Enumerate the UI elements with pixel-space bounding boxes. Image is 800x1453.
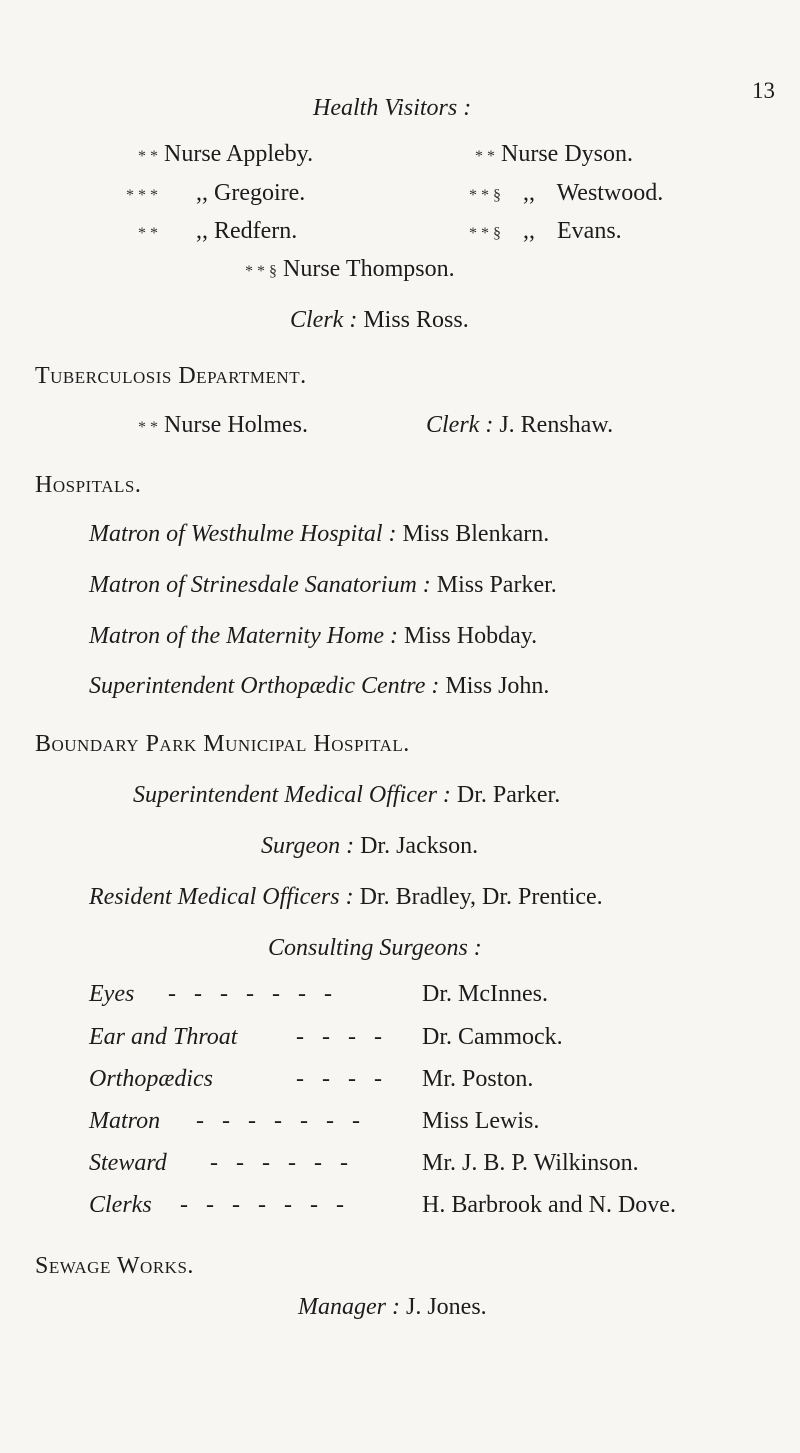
health-visitor-entry bbox=[469, 180, 663, 207]
tuberculosis-heading: Tuberculosis Department. bbox=[35, 363, 307, 389]
visitor-name: Gregoire. bbox=[214, 180, 306, 206]
clerk-name: Miss Ross. bbox=[363, 307, 469, 333]
hospital-person: Miss Blenkarn. bbox=[402, 521, 550, 547]
asterisk-marks: * * § bbox=[469, 187, 501, 204]
visitor-name: Thompson. bbox=[345, 256, 455, 282]
nurse-name: Nurse Holmes. bbox=[164, 412, 308, 438]
hospital-entry bbox=[89, 623, 537, 650]
consulting-surgeons-heading: Consulting Surgeons : bbox=[268, 935, 482, 961]
health-visitor-entry bbox=[469, 218, 622, 245]
visitor-name: Westwood. bbox=[556, 180, 664, 206]
asterisk-marks: * * bbox=[138, 148, 158, 165]
health-visitor-entry bbox=[138, 141, 313, 168]
sewage-manager bbox=[298, 1294, 487, 1321]
ditto-mark: ,, bbox=[523, 180, 535, 206]
officer-role: Superintendent Medical Officer : bbox=[133, 782, 451, 808]
consulting-field: Ear and Throat bbox=[89, 1024, 238, 1050]
visitor-name: Evans. bbox=[557, 218, 622, 244]
consulting-name: Dr. Cammock. bbox=[422, 1024, 563, 1050]
page-number: 13 bbox=[752, 78, 775, 103]
hospital-role: Matron of Westhulme Hospital : bbox=[89, 521, 397, 547]
leader-dots: - - - - - - - bbox=[180, 1192, 350, 1218]
clerk-label: Clerk : bbox=[290, 307, 358, 333]
consulting-row bbox=[89, 1066, 213, 1093]
health-visitor-entry bbox=[138, 218, 297, 245]
leader-dots: - - - - - - bbox=[210, 1150, 354, 1176]
hospital-entry bbox=[89, 521, 549, 548]
hospital-person: Miss Hobday. bbox=[404, 623, 538, 649]
leader-dots: - - - - bbox=[296, 1066, 388, 1092]
consulting-row bbox=[89, 981, 134, 1008]
tuberculosis-nurse bbox=[138, 412, 308, 439]
consulting-name: Mr. J. B. P. Wilkinson. bbox=[422, 1150, 639, 1176]
leader-dots: - - - - - - - bbox=[196, 1108, 366, 1134]
visitor-name: Dyson. bbox=[564, 141, 633, 167]
leader-dots: - - - - bbox=[296, 1024, 388, 1050]
consulting-row bbox=[89, 1192, 152, 1219]
visitor-title: Nurse bbox=[164, 141, 222, 167]
consulting-row bbox=[89, 1024, 237, 1051]
officer-name: Dr. Bradley, Dr. Prentice. bbox=[359, 884, 603, 910]
ditto-mark: ,, bbox=[523, 218, 535, 244]
asterisk-marks: * * * bbox=[126, 187, 158, 204]
clerk-label: Clerk : bbox=[426, 412, 494, 438]
consulting-name: Miss Lewis. bbox=[422, 1108, 540, 1134]
visitor-title: Nurse bbox=[283, 256, 341, 282]
visitor-name: Redfern. bbox=[214, 218, 298, 244]
consulting-name: Mr. Poston. bbox=[422, 1066, 534, 1092]
officer-name: Dr. Jackson. bbox=[360, 833, 479, 859]
sewage-works-heading: Sewage Works. bbox=[35, 1253, 194, 1279]
officer-role: Resident Medical Officers : bbox=[89, 884, 354, 910]
boundary-park-heading: Boundary Park Municipal Hospital. bbox=[35, 731, 410, 757]
health-visitor-entry-centre bbox=[245, 256, 455, 283]
consulting-name: H. Barbrook and N. Dove. bbox=[422, 1192, 676, 1218]
visitor-name: Appleby. bbox=[226, 141, 314, 167]
consulting-field: Steward bbox=[89, 1150, 167, 1176]
hospital-role: Matron of the Maternity Home : bbox=[89, 623, 399, 649]
boundary-park-superintendent bbox=[133, 782, 560, 809]
consulting-field: Matron bbox=[89, 1108, 161, 1134]
hospital-person: Miss John. bbox=[445, 673, 550, 699]
officer-name: Dr. Parker. bbox=[456, 782, 561, 808]
consulting-row bbox=[89, 1108, 160, 1135]
manager-label: Manager : bbox=[298, 1294, 400, 1320]
consulting-field: Orthopædics bbox=[89, 1066, 214, 1092]
asterisk-marks: * * § bbox=[245, 263, 277, 280]
consulting-row bbox=[89, 1150, 167, 1177]
consulting-field: Clerks bbox=[89, 1192, 152, 1218]
asterisk-marks: * * bbox=[475, 148, 495, 165]
health-visitors-heading: Health Visitors : bbox=[313, 95, 472, 121]
health-visitor-entry bbox=[475, 141, 633, 168]
tuberculosis-clerk bbox=[426, 412, 613, 439]
asterisk-marks: * * § bbox=[469, 225, 501, 242]
health-visitor-entry bbox=[126, 180, 305, 207]
consulting-field: Eyes bbox=[89, 981, 135, 1007]
hospital-person: Miss Parker. bbox=[436, 572, 557, 598]
manager-name: J. Jones. bbox=[405, 1294, 487, 1320]
visitor-title: Nurse bbox=[501, 141, 559, 167]
health-visitors-clerk bbox=[290, 307, 469, 334]
hospital-entry bbox=[89, 673, 549, 700]
asterisk-marks: * * bbox=[138, 419, 158, 436]
hospital-entry bbox=[89, 572, 557, 599]
asterisk-marks: * * bbox=[138, 225, 158, 242]
hospitals-heading: Hospitals. bbox=[35, 472, 142, 498]
boundary-park-residents bbox=[89, 884, 603, 911]
ditto-mark: ,, bbox=[196, 218, 208, 244]
boundary-park-surgeon bbox=[261, 833, 478, 860]
leader-dots: - - - - - - - bbox=[168, 981, 338, 1007]
clerk-name: J. Renshaw. bbox=[499, 412, 614, 438]
ditto-mark: ,, bbox=[196, 180, 208, 206]
hospital-role: Superintendent Orthopædic Centre : bbox=[89, 673, 440, 699]
officer-role: Surgeon : bbox=[261, 833, 355, 859]
consulting-name: Dr. McInnes. bbox=[422, 981, 548, 1007]
hospital-role: Matron of Strinesdale Sanatorium : bbox=[89, 572, 431, 598]
